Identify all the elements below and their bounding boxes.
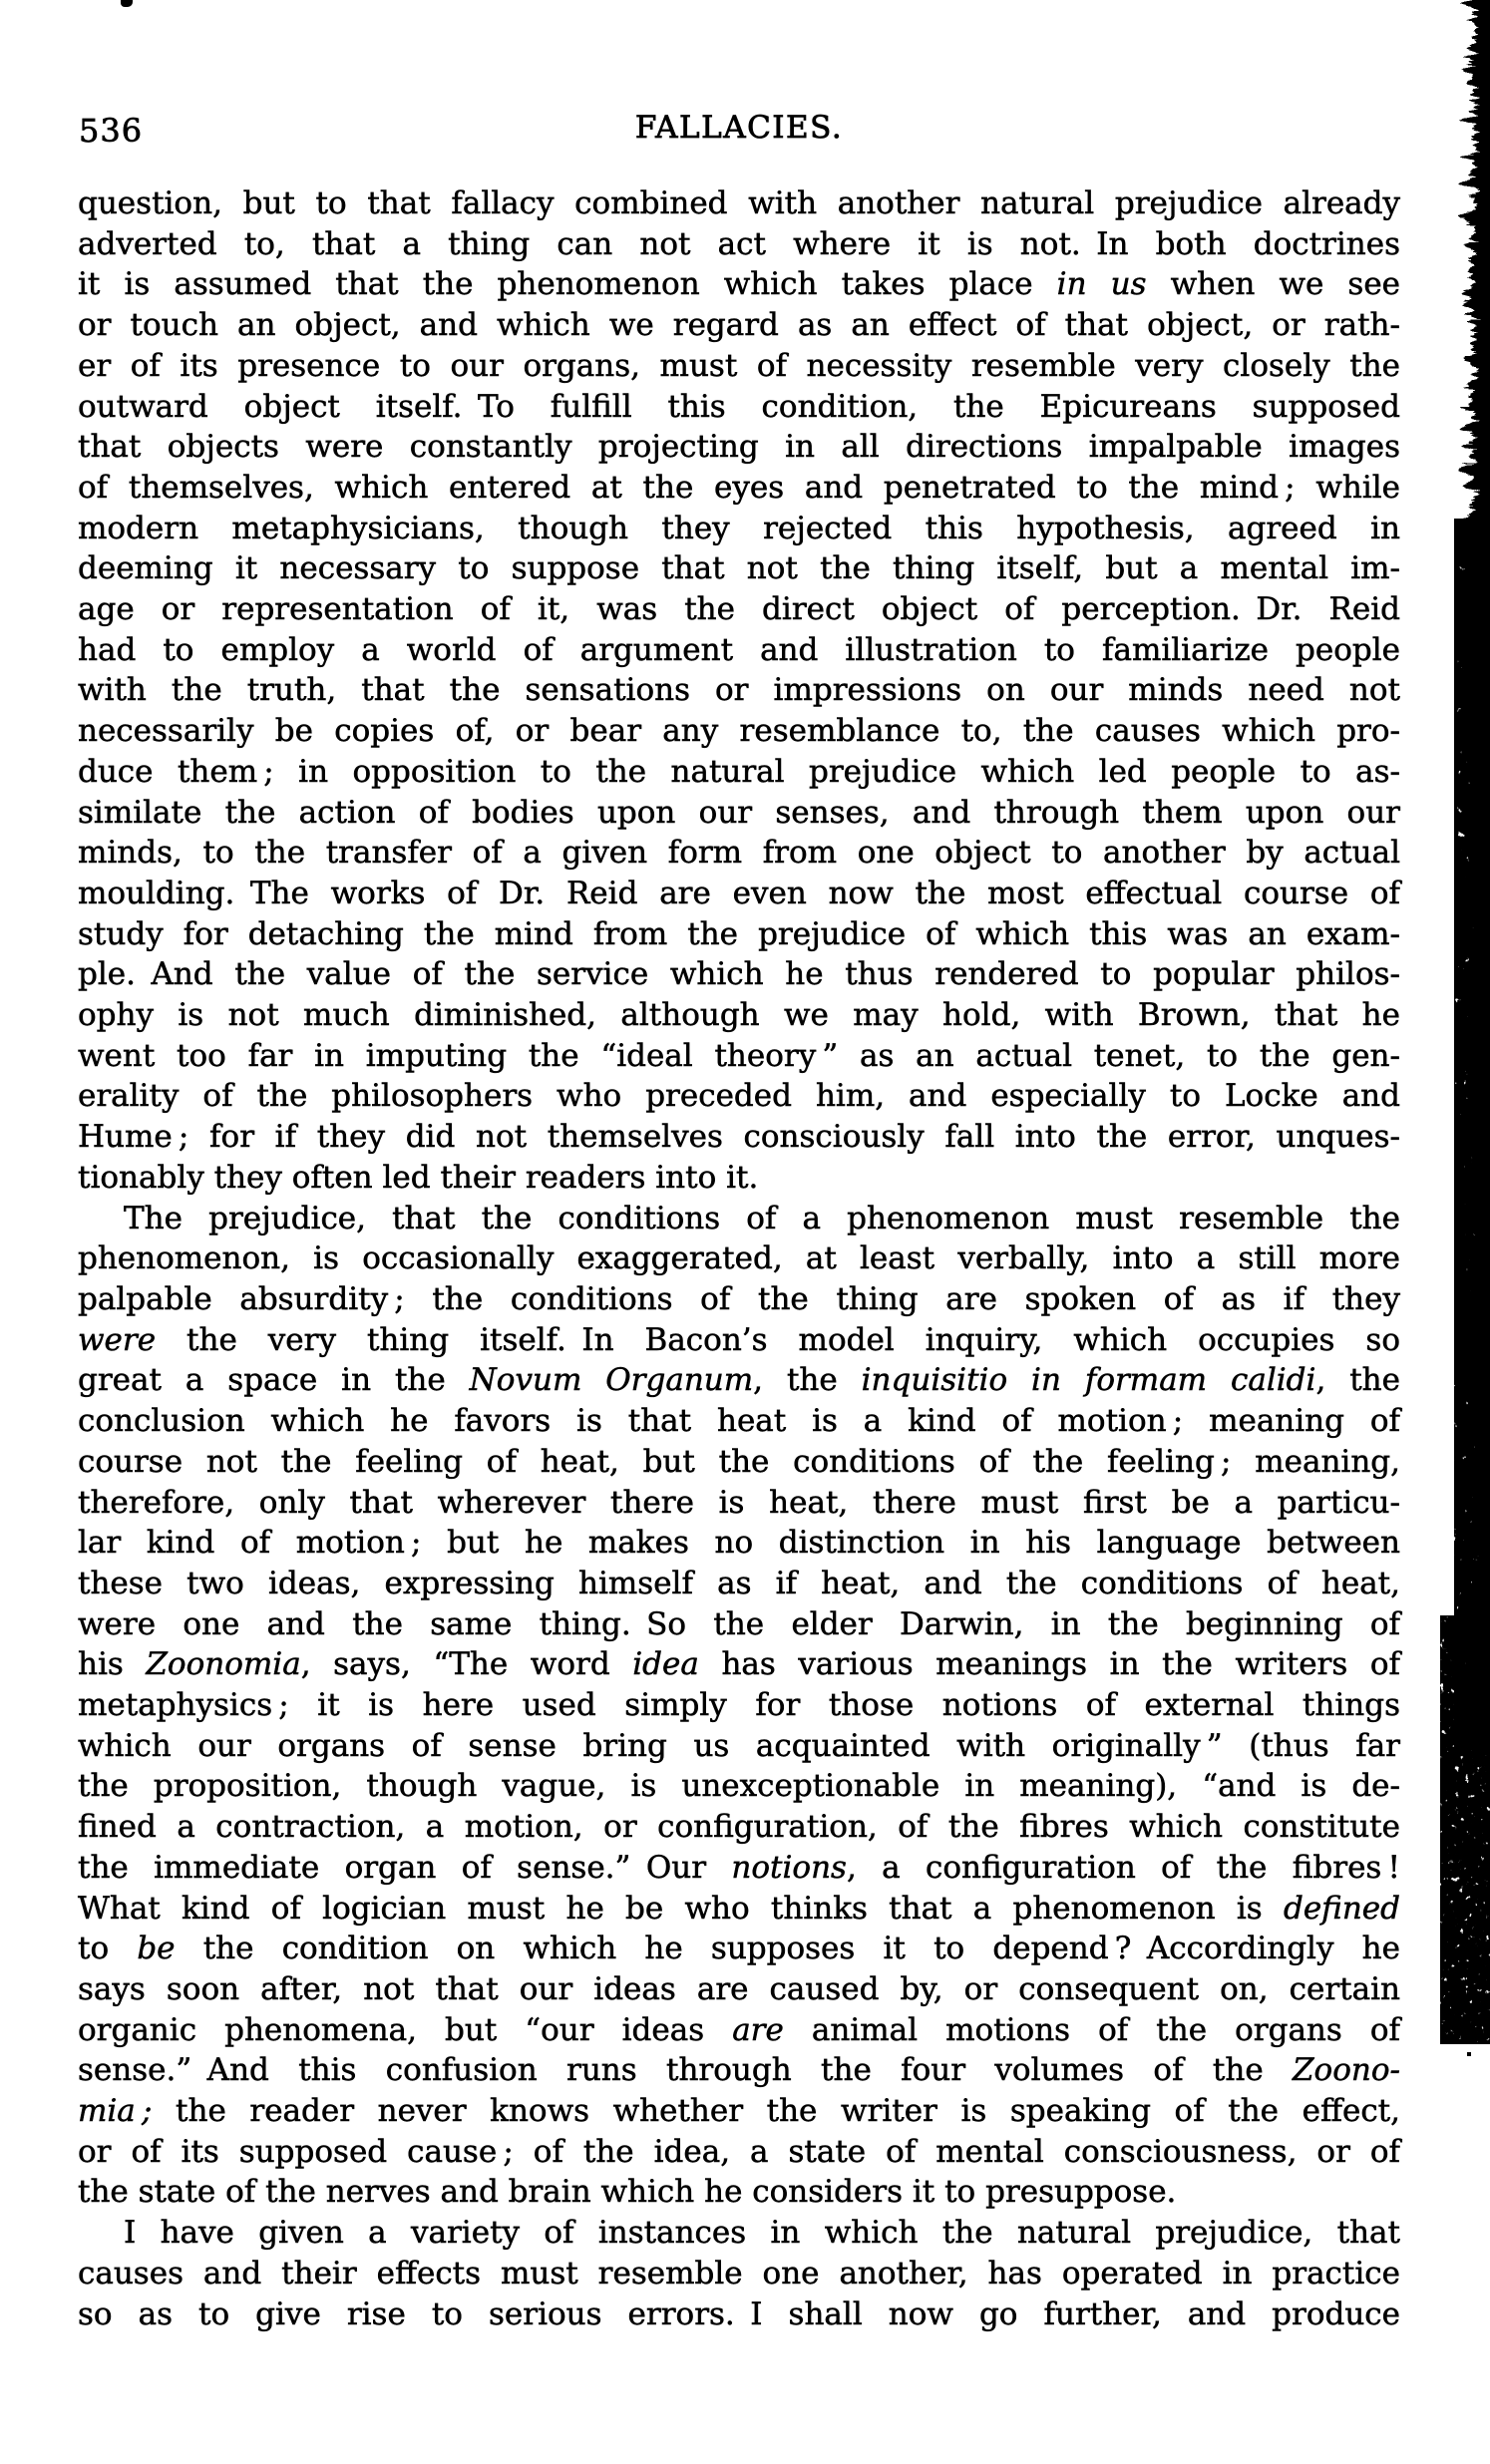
- text-line: tionably they often led their readers into it.: [78, 1159, 759, 1196]
- text-line: causes and their effects must resemble one another, has operated in practice: [78, 2255, 1400, 2291]
- text-line: that objects were constantly projecting in all directions impalpable images: [78, 429, 1400, 466]
- text-line: adverted to, that a thing can not act where it is not. In both doctrines: [78, 225, 1400, 262]
- text-line: went too far in imputing the “ideal theory ” as an actual tenet, to the gen-: [78, 1037, 1400, 1074]
- text-line: conclusion which he favors is that heat is a kind of motion ; meaning of: [78, 1403, 1400, 1440]
- text-line: says soon after, not that our ideas are caused by, or consequent on, certain: [78, 1970, 1400, 2007]
- paragraph: [78, 2213, 1400, 2334]
- text-line: it is assumed that the phenomenon which takes place in us when we see: [78, 266, 1401, 303]
- text-line: age or representation of it, was the direct object of perception. Dr. Reid: [78, 591, 1400, 628]
- text-line: his Zoonomia, says, “The word idea has various meanings in the writers of: [78, 1646, 1400, 1683]
- text-line: or of its supposed cause ; of the idea, a state of mental consciousness, or of: [78, 2133, 1400, 2170]
- text-line: sense.” And this confusion runs through the four volumes of the Zoono-: [78, 2052, 1400, 2089]
- text-line: had to employ a world of argument and illustration to familiarize people: [78, 631, 1400, 668]
- text-line: erality of the philosophers who preceded him, and especially to Locke and: [78, 1078, 1400, 1115]
- text-line: were the very thing itself. In Bacon’s model inquiry, which occupies so: [78, 1321, 1400, 1358]
- text-line: ple. And the value of the service which he thus rendered to popular philos-: [78, 956, 1400, 993]
- text-line: or touch an object, and which we regard as an effect of that object, or rath-: [78, 307, 1400, 344]
- text-line: great a space in the Novum Organum, the inquisitio in formam calidi, the: [78, 1362, 1400, 1399]
- text-line: these two ideas, expressing himself as if heat, and the conditions of heat,: [78, 1565, 1400, 1601]
- text-line: outward object itself. To fulfill this condition, the Epicureans supposed: [78, 388, 1400, 425]
- text-line: to be the condition on which he supposes it to depend ? Accordingly he: [78, 1931, 1400, 1967]
- text-line: er of its presence to our organs, must of necessity resemble very closely the: [78, 347, 1400, 384]
- ink-speck: [121, 0, 133, 7]
- running-head: FALLACIES.: [634, 110, 844, 146]
- paragraph: [78, 183, 1400, 1199]
- text-line: ophy is not much diminished, although we may hold, with Brown, that he: [78, 997, 1400, 1034]
- text-line: I have given a variety of instances in which the natural prejudice, that: [124, 2215, 1400, 2252]
- page-number: 536: [79, 112, 144, 150]
- text-line: question, but to that fallacy combined with another natural prejudice already: [78, 185, 1400, 221]
- text-line: phenomenon, is occasionally exaggerated, at least verbally, into a still more: [78, 1240, 1400, 1277]
- text-line: moulding. The works of Dr. Reid are even now the most effectual course of: [78, 875, 1400, 911]
- text-line: duce them ; in opposition to the natural prejudice which led people to as-: [78, 753, 1400, 790]
- body-text: [78, 183, 1400, 2334]
- text-line: study for detaching the mind from the prejudice of which this was an exam-: [78, 915, 1400, 952]
- text-line: the proposition, though vague, is unexceptionable in meaning), “and is de-: [78, 1768, 1400, 1805]
- paragraph: [78, 1199, 1400, 2214]
- text-line: the state of the nerves and brain which he considers it to presuppose.: [78, 2174, 1177, 2211]
- text-line: necessarily be copies of, or bear any resemblance to, the causes which pro-: [78, 713, 1400, 750]
- text-line: therefore, only that wherever there is heat, there must first be a particu-: [78, 1484, 1400, 1521]
- text-line: palpable absurdity ; the conditions of the thing are spoken of as if they: [78, 1280, 1400, 1317]
- text-line: metaphysics ; it is here used simply for those notions of external things: [78, 1687, 1400, 1724]
- text-line: deeming it necessary to suppose that not the thing itself, but a mental im-: [78, 550, 1400, 587]
- text-line: the immediate organ of sense.” Our notions, a configuration of the fibres !: [78, 1849, 1400, 1886]
- text-line: What kind of logician must he be who thinks that a phenomenon is defined: [78, 1890, 1400, 1927]
- text-line: fined a contraction, a motion, or configuration, of the fibres which constitute: [78, 1809, 1400, 1846]
- text-line: similate the action of bodies upon our senses, and through them upon our: [78, 794, 1400, 831]
- text-line: course not the feeling of heat, but the conditions of the feeling ; meaning,: [78, 1443, 1400, 1480]
- text-line: so as to give rise to serious errors. I shall now go further, and produce: [78, 2295, 1400, 2332]
- text-line: lar kind of motion ; but he makes no distinction in his language between: [78, 1525, 1400, 1562]
- text-line: The prejudice, that the conditions of a phenomenon must resemble the: [124, 1200, 1400, 1236]
- text-line: mia ; the reader never knows whether the writer is speaking of the effect,: [78, 2093, 1400, 2130]
- text-line: Hume ; for if they did not themselves consciously fall into the error, unques-: [78, 1119, 1400, 1156]
- text-line: which our organs of sense bring us acquainted with originally ” (thus far: [78, 1727, 1400, 1764]
- scan-gutter-artifact: [1420, 0, 1490, 2464]
- text-line: organic phenomena, but “our ideas are animal motions of the organs of: [78, 2011, 1400, 2048]
- text-line: were one and the same thing. So the elder Darwin, in the beginning of: [78, 1605, 1400, 1642]
- text-line: minds, to the transfer of a given form from one object to another by actual: [78, 835, 1400, 872]
- text-line: with the truth, that the sensations or impressions on our minds need not: [78, 672, 1400, 709]
- text-line: of themselves, which entered at the eyes and penetrated to the mind ; while: [78, 469, 1400, 506]
- text-line: modern metaphysicians, though they rejected this hypothesis, agreed in: [78, 510, 1400, 546]
